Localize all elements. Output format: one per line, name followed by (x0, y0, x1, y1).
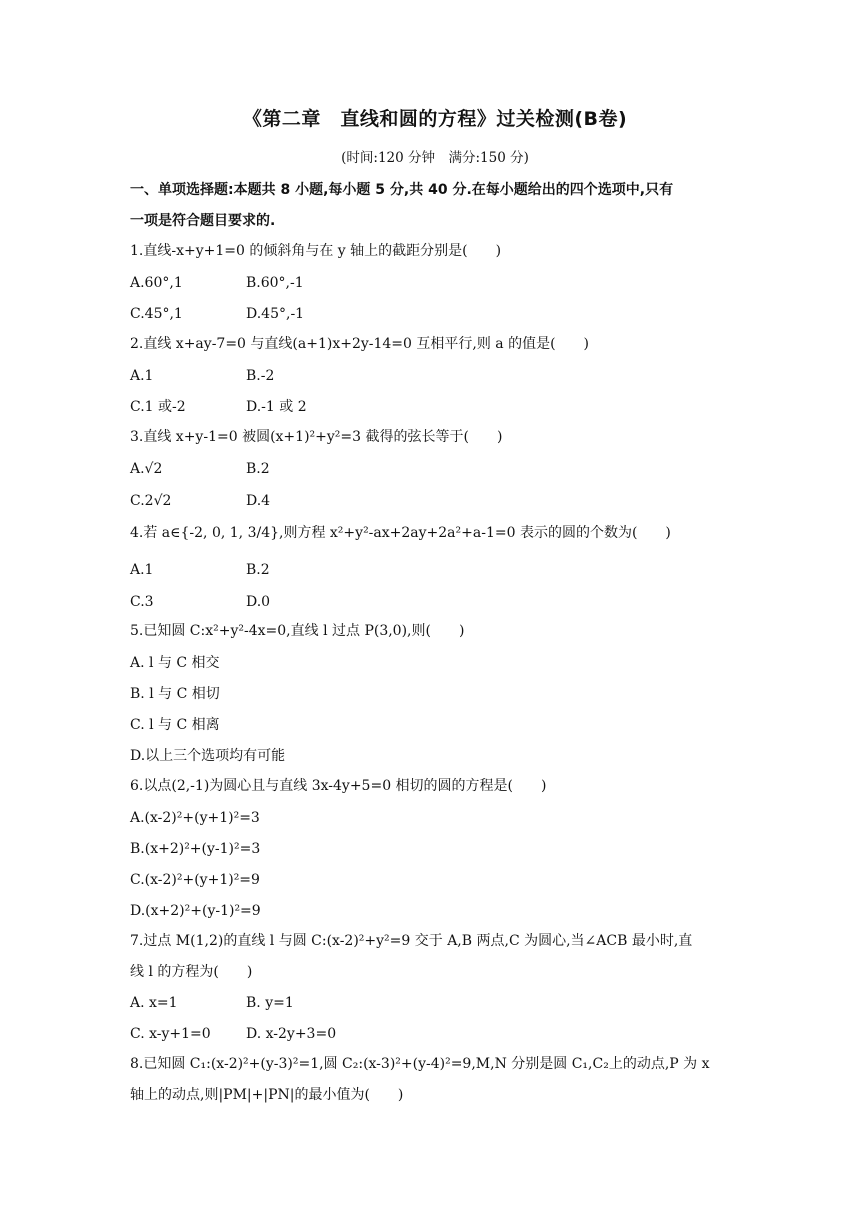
question-7-option-d: D. x-2y+3=0 (246, 1026, 337, 1042)
question-4-option-d: D.0 (246, 594, 271, 610)
section-heading-line-2: 一项是符合题目要求的. (130, 213, 276, 229)
question-8-stem-line-2: 轴上的动点,则|PM|+|PN|的最小值为( ) (130, 1087, 404, 1103)
question-5-option-a: A. l 与 C 相交 (130, 655, 220, 671)
question-1-option-d: D.45°,-1 (246, 306, 305, 322)
question-4-option-b: B.2 (246, 562, 270, 578)
question-5-stem: 5.已知圆 C:x²+y²-4x=0,直线 l 过点 P(3,0),则( ) (130, 623, 465, 639)
question-2-option-c: C.1 或-2 (130, 399, 186, 415)
question-6-option-d: D.(x+2)²+(y-1)²=9 (130, 903, 261, 919)
question-7-stem-line-2: 线 l 的方程为( ) (130, 964, 253, 980)
question-6-option-a: A.(x-2)²+(y+1)²=3 (130, 810, 260, 826)
page-title: 《第二章 直线和圆的方程》过关检测(B卷) (242, 108, 628, 130)
question-6-option-c: C.(x-2)²+(y+1)²=9 (130, 872, 260, 888)
question-5-option-c: C. l 与 C 相离 (130, 717, 220, 733)
question-3-option-d: D.4 (246, 493, 271, 509)
section-heading-line-1: 一、单项选择题:本题共 8 小题,每小题 5 分,共 40 分.在每小题给出的四个选项中,只有 (130, 182, 674, 198)
question-4-option-a: A.1 (130, 562, 154, 578)
question-7-option-a: A. x=1 (130, 995, 178, 1011)
question-1-option-a: A.60°,1 (130, 275, 183, 291)
question-3-option-c: C.2√2 (130, 493, 172, 509)
question-5-option-b: B. l 与 C 相切 (130, 686, 220, 702)
question-7-option-b: B. y=1 (246, 995, 294, 1011)
question-8-stem-line-1: 8.已知圆 C₁:(x-2)²+(y-3)²=1,圆 C₂:(x-3)²+(y-4)²=9,M,N 分别是圆 C₁,C₂上的动点,P 为 x (130, 1056, 710, 1072)
question-4-stem: 4.若 a∈{-2, 0, 1, 3/4},则方程 x²+y²-ax+2ay+2a²+a-1=0 表示的圆的个数为( ) (130, 525, 671, 541)
question-2-option-d: D.-1 或 2 (246, 399, 307, 415)
question-7-stem-line-1: 7.过点 M(1,2)的直线 l 与圆 C:(x-2)²+y²=9 交于 A,B 两点,C 为圆心,当∠ACB 最小时,直 (130, 933, 693, 949)
question-3-option-b: B.2 (246, 461, 270, 477)
question-6-option-b: B.(x+2)²+(y-1)²=3 (130, 841, 261, 857)
exam-time-info: (时间:120 分钟 满分:150 分) (341, 150, 529, 166)
question-1-stem: 1.直线-x+y+1=0 的倾斜角与在 y 轴上的截距分别是( ) (130, 243, 502, 259)
question-1-option-c: C.45°,1 (130, 306, 183, 322)
question-7-option-c: C. x-y+1=0 (130, 1026, 211, 1042)
question-2-option-a: A.1 (130, 368, 154, 384)
question-1-option-b: B.60°,-1 (246, 275, 304, 291)
question-2-stem: 2.直线 x+ay-7=0 与直线(a+1)x+2y-14=0 互相平行,则 a 的值是( ) (130, 336, 590, 352)
question-3-option-a: A.√2 (130, 461, 163, 477)
question-5-option-d: D.以上三个选项均有可能 (130, 748, 286, 764)
question-2-option-b: B.-2 (246, 368, 275, 384)
question-3-stem: 3.直线 x+y-1=0 被圆(x+1)²+y²=3 截得的弦长等于( ) (130, 429, 503, 445)
question-6-stem: 6.以点(2,-1)为圆心且与直线 3x-4y+5=0 相切的圆的方程是( ) (130, 778, 547, 794)
question-4-option-c: C.3 (130, 594, 154, 610)
